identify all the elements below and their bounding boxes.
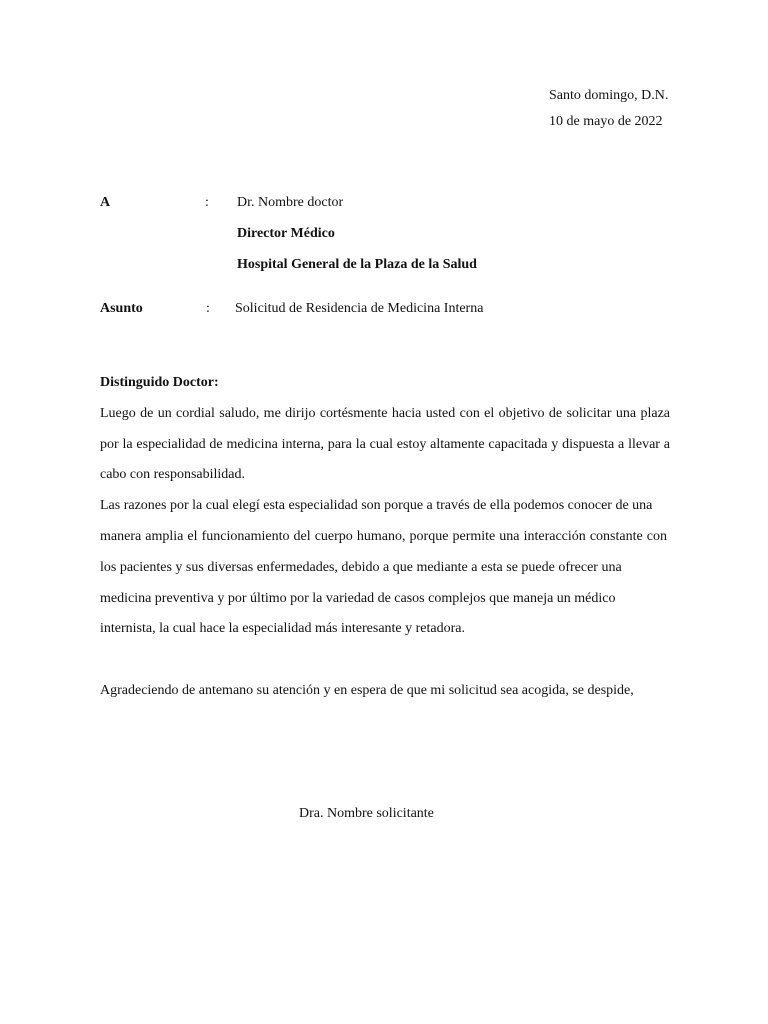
- paragraph2-line: medicina preventiva y por último por la variedad de casos complejos que maneja un médico: [100, 591, 616, 606]
- letter-place: Santo domingo, D.N.: [549, 88, 669, 103]
- closing-line: Agradeciendo de antemano su atención y en espera de que mi solicitud sea acogida, se despide,: [100, 683, 634, 698]
- recipient-colon: :: [205, 195, 209, 210]
- subject-label: Asunto: [100, 301, 143, 316]
- paragraph2-line: los pacientes y sus diversas enfermedades, debido a que mediante a esta se puede ofrecer una: [100, 560, 622, 575]
- subject-colon: :: [206, 301, 210, 316]
- recipient-title: Director Médico: [237, 226, 335, 241]
- paragraph1-line: Luego de un cordial saludo, me dirijo cortésmente hacia usted con el objetivo de solicitar una plaza: [100, 406, 670, 421]
- signature-name: Dra. Nombre solicitante: [299, 806, 434, 821]
- paragraph2-line: Las razones por la cual elegí esta especialidad son porque a través de ella podemos conocer de una: [100, 498, 653, 513]
- recipient-institution: Hospital General de la Plaza de la Salud: [237, 257, 477, 272]
- paragraph1-line: cabo con responsabilidad.: [100, 467, 246, 482]
- salutation: Distinguido Doctor:: [100, 375, 219, 390]
- recipient-name: Dr. Nombre doctor: [237, 195, 344, 210]
- recipient-label: A: [100, 195, 111, 210]
- subject-text: Solicitud de Residencia de Medicina Interna: [235, 301, 484, 316]
- paragraph2-line: internista, la cual hace la especialidad más interesante y retadora.: [100, 621, 465, 636]
- paragraph1-line: por la especialidad de medicina interna, para la cual estoy altamente capacitada y dispuesta a llevar a: [100, 437, 670, 452]
- paragraph2-line: manera amplia el funcionamiento del cuerpo humano, porque permite una interacción constante con: [100, 529, 667, 544]
- letter-date: 10 de mayo de 2022: [549, 114, 663, 129]
